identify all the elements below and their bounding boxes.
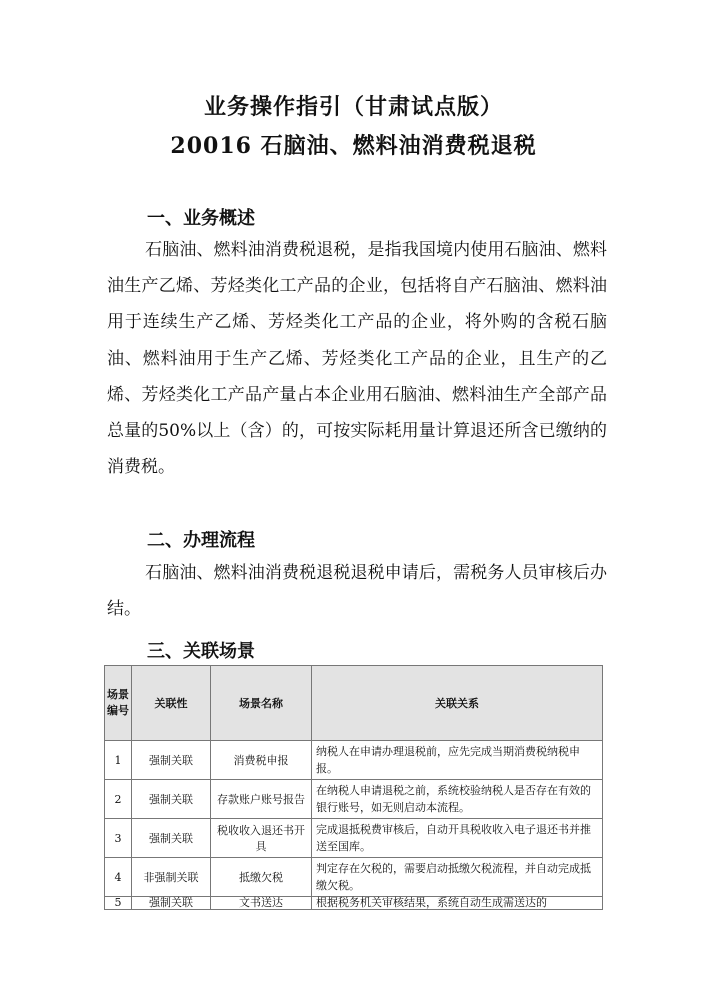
cell-relevance: 强制关联 bbox=[132, 780, 211, 819]
cell-relation: 完成退抵税费审核后，自动开具税收收入电子退还书并推送至国库。 bbox=[312, 819, 603, 858]
cell-relation: 在纳税人申请退税之前，系统校验纳税人是否存在有效的银行账号，如无则启动本流程。 bbox=[312, 780, 603, 819]
document-title: 业务操作指引（甘肃试点版） bbox=[203, 94, 503, 120]
cell-relevance: 强制关联 bbox=[132, 819, 211, 858]
header-relation: 关联关系 bbox=[312, 666, 603, 741]
cell-relevance: 非强制关联 bbox=[132, 858, 211, 897]
header-scenario-no: 场景编号 bbox=[105, 666, 132, 741]
cell-no: 5 bbox=[105, 897, 132, 910]
section-heading-process: 二、办理流程 bbox=[147, 530, 255, 551]
header-relevance: 关联性 bbox=[132, 666, 211, 741]
cell-no: 4 bbox=[105, 858, 132, 897]
table-row bbox=[105, 780, 603, 819]
process-paragraph bbox=[107, 555, 607, 627]
document-subtitle: 20016 石脑油、燃料油消费税退税 bbox=[170, 133, 537, 159]
overview-paragraph bbox=[107, 232, 607, 485]
cell-no: 1 bbox=[105, 741, 132, 780]
scenario-table bbox=[104, 665, 603, 910]
overview-text: 石脑油、燃料油消费税退税，是指我国境内使用石脑油、燃料油生产乙烯、芳烃类化工产品的企业，包括将自产石脑油、燃料油用于连续生产乙烯、芳烃类化工产品的企业，将外购的含税石脑油、燃料油用于生产乙烯、芳烃类化工产品的企业，且生产的乙烯、芳烃类化工产品产量占本企业用石脑油、燃料油生产全部产品总量的50%以上（含）的，可按实际耗用量计算退还所含已缴纳的消费税。 bbox=[107, 240, 607, 478]
cell-scenario-name: 税收收入退还书开具 bbox=[211, 819, 312, 858]
table-row bbox=[105, 741, 603, 780]
section-heading-scenarios: 三、关联场景 bbox=[147, 641, 255, 662]
table-header-row bbox=[105, 666, 603, 741]
cell-scenario-name: 存款账户账号报告 bbox=[211, 780, 312, 819]
cell-relation: 根据税务机关审核结果，系统自动生成需送达的 bbox=[312, 897, 603, 910]
cell-relation: 纳税人在申请办理退税前，应先完成当期消费税纳税申报。 bbox=[312, 741, 603, 780]
process-text: 石脑油、燃料油消费税退税退税申请后，需税务人员审核后办结。 bbox=[107, 563, 607, 620]
cell-no: 2 bbox=[105, 780, 132, 819]
header-scenario-name: 场景名称 bbox=[211, 666, 312, 741]
cell-scenario-name: 消费税申报 bbox=[211, 741, 312, 780]
section-heading-overview: 一、业务概述 bbox=[147, 208, 255, 229]
table-row bbox=[105, 819, 603, 858]
cell-no: 3 bbox=[105, 819, 132, 858]
cell-relevance: 强制关联 bbox=[132, 741, 211, 780]
cell-relation: 判定存在欠税的，需要启动抵缴欠税流程，并自动完成抵缴欠税。 bbox=[312, 858, 603, 897]
table-row bbox=[105, 897, 603, 910]
cell-relevance: 强制关联 bbox=[132, 897, 211, 910]
cell-scenario-name: 文书送达 bbox=[211, 897, 312, 910]
table-row bbox=[105, 858, 603, 897]
cell-scenario-name: 抵缴欠税 bbox=[211, 858, 312, 897]
